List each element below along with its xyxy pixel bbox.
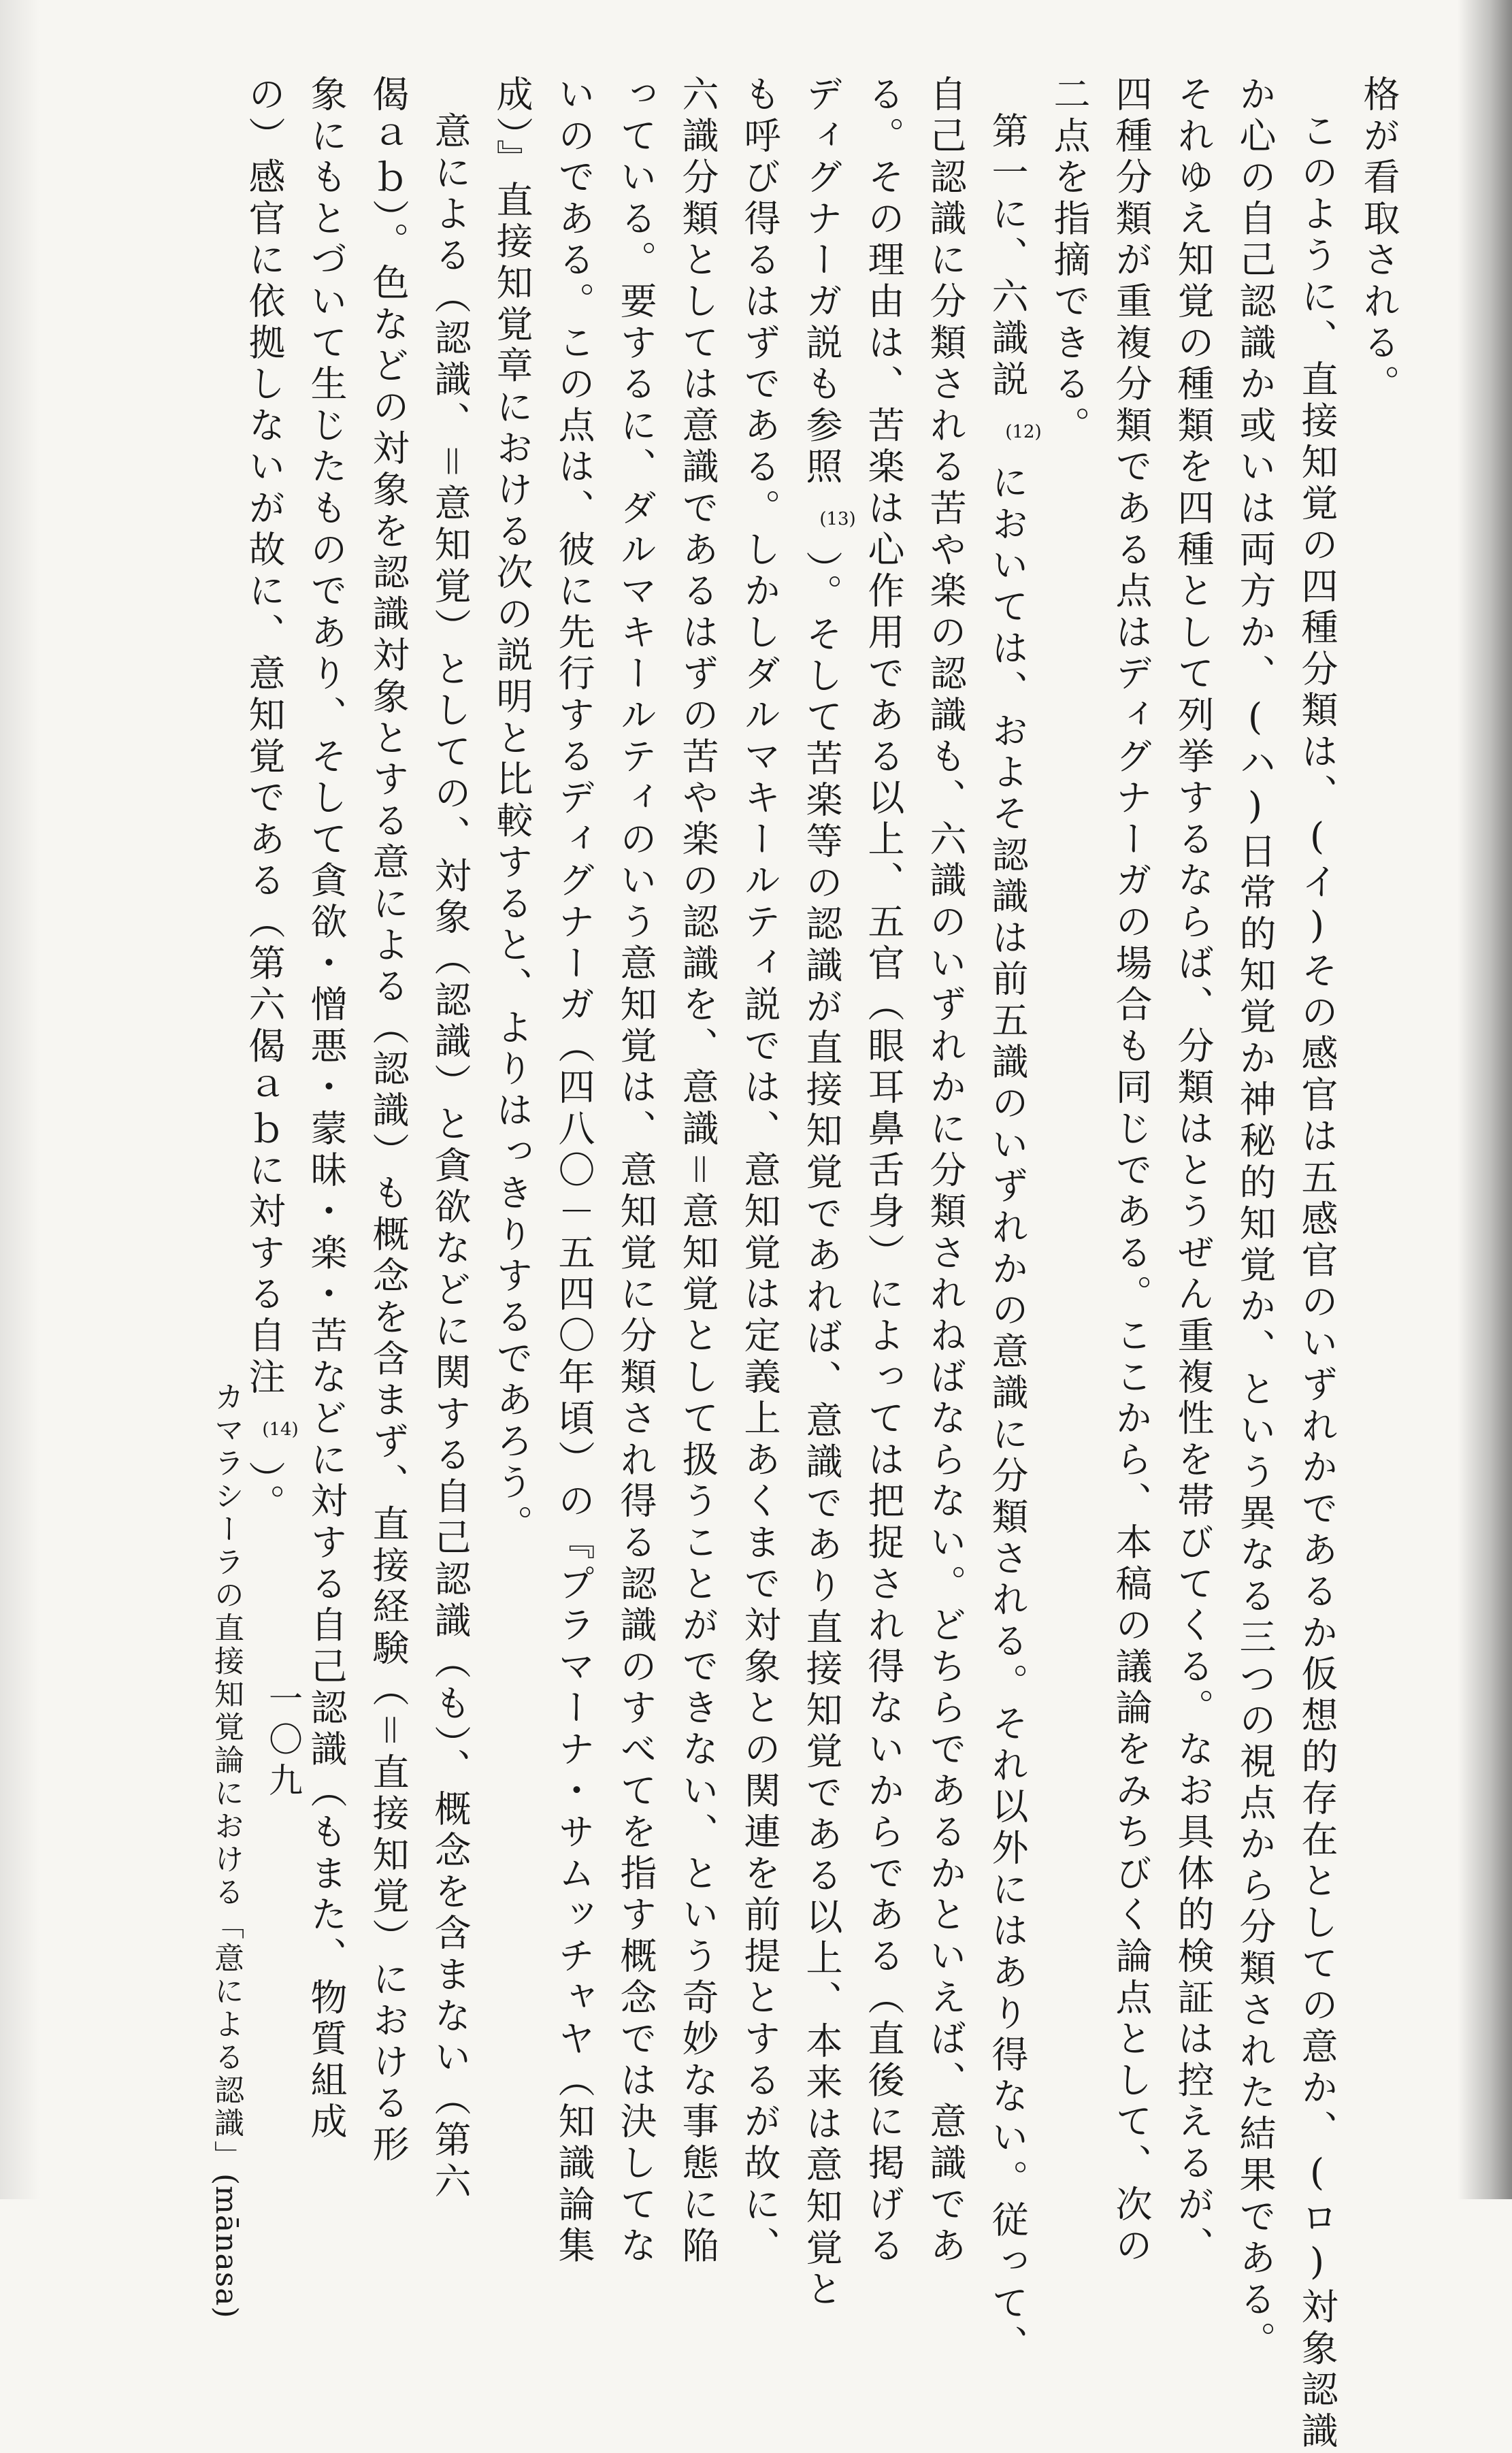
text-line: っている。要するに、ダルマキールティのいう意知覚は、意知覚に分類され得る認識のすべてを指す概念では決してな	[614, 75, 657, 2268]
page-number: 一〇九	[263, 1681, 303, 1803]
text-line: 四種分類が重複分類である点はディグナーガの場合も同じである。ここから、本稿の議論をみちびく論点として、次の	[1110, 75, 1153, 2268]
text-line: それゆえ知覚の種類を四種として列挙するならば、分類はとうぜん重複性を帯びてくる。なお具体的検証は控えるが、	[1172, 75, 1215, 2268]
text-line: る。その理由は、苦楽は心作用である以上、五官（眼耳鼻舌身）によっては把捉され得ないからである（直後に掲げる	[862, 75, 905, 2268]
quote-line: 象にもとづいて生じたものであり、そして貪欲・憎悪・蒙昧・楽・苦などに対する自己認識（もまた、物質組成	[305, 75, 348, 2143]
scan-shadow-right	[1458, 0, 1512, 2199]
text-line: このように、直接知覚の四種分類は、(イ)その感官は五感官のいずれかであるか仮想的存在としての意か、(ロ)対象認識	[1296, 112, 1338, 2453]
text-line: か心の自己認識か或いは両方か、(ハ)日常的知覚か神秘的知覚か、という異なる三つの視点から分類された結果である。	[1234, 75, 1277, 2363]
running-title	[204, 1381, 248, 2319]
vertical-text-body	[233, 75, 1410, 2453]
quote-line: 意による（認識、＝意知覚）としての、対象（認識）と貪欲などに関する自己認識（も）、概念を含まない（第六	[429, 112, 472, 2203]
running-title-text: カマラシーラの直接知覚論における「意による認識」	[209, 1381, 244, 2173]
quote-line: 偈ａｂ）。色などの対象を認識対象とする意による（認識）も概念を含まず、直接経験（＝直接知覚）における形	[367, 75, 410, 2167]
text-line: ディグナーガ説も参照(13)）。そして苦楽等の認識が直接知覚であれば、意識であり直接知覚である以上、本来は意知覚と	[800, 75, 856, 2311]
running-title-latin: (mānasa)	[209, 2173, 244, 2319]
text-line: 六識分類としては意識であるはずの苦や楽の認識を、意識＝意知覚として扱うことができない、という奇妙な事態に陥	[676, 75, 719, 2268]
footnote-ref[interactable]: (12)	[1005, 421, 1042, 442]
text-line: 二点を指摘できる。	[1048, 75, 1091, 448]
footnote-ref[interactable]: (13)	[819, 509, 856, 529]
footnote-ref[interactable]: (14)	[262, 1419, 299, 1440]
text-line: 成）』直接知覚章における次の説明と比較すると、よりはっきりするであろう。	[491, 75, 533, 1546]
text-line: 第一に、六識説(12)においては、およそ認識は前五識のいずれかの意識に分類される。それ以外にはあり得ない。従って、	[986, 112, 1042, 2367]
text-line: いのである。この点は、彼に先行するディグナーガ（四八〇－五四〇年頃）の『プラマーナ・サムッチャヤ（知識論集	[553, 75, 595, 2268]
quote-line: の）感官に依拠しないが故に、意知覚である（第六偈ａｂに対する自注(14)）。	[243, 75, 299, 1526]
text-line: 自己認識に分類される苦や楽の認識も、六識のいずれかに分類されねばならない。どちらであるかといえば、意識であ	[924, 75, 967, 2268]
text-line: 格が看取される。	[1358, 75, 1400, 406]
scan-shadow-left	[0, 0, 41, 2199]
text-line: も呼び得るはずである。しかしダルマキールティ説では、意知覚は定義上あくまで対象との関連を前提とするが故に、	[738, 75, 781, 2268]
